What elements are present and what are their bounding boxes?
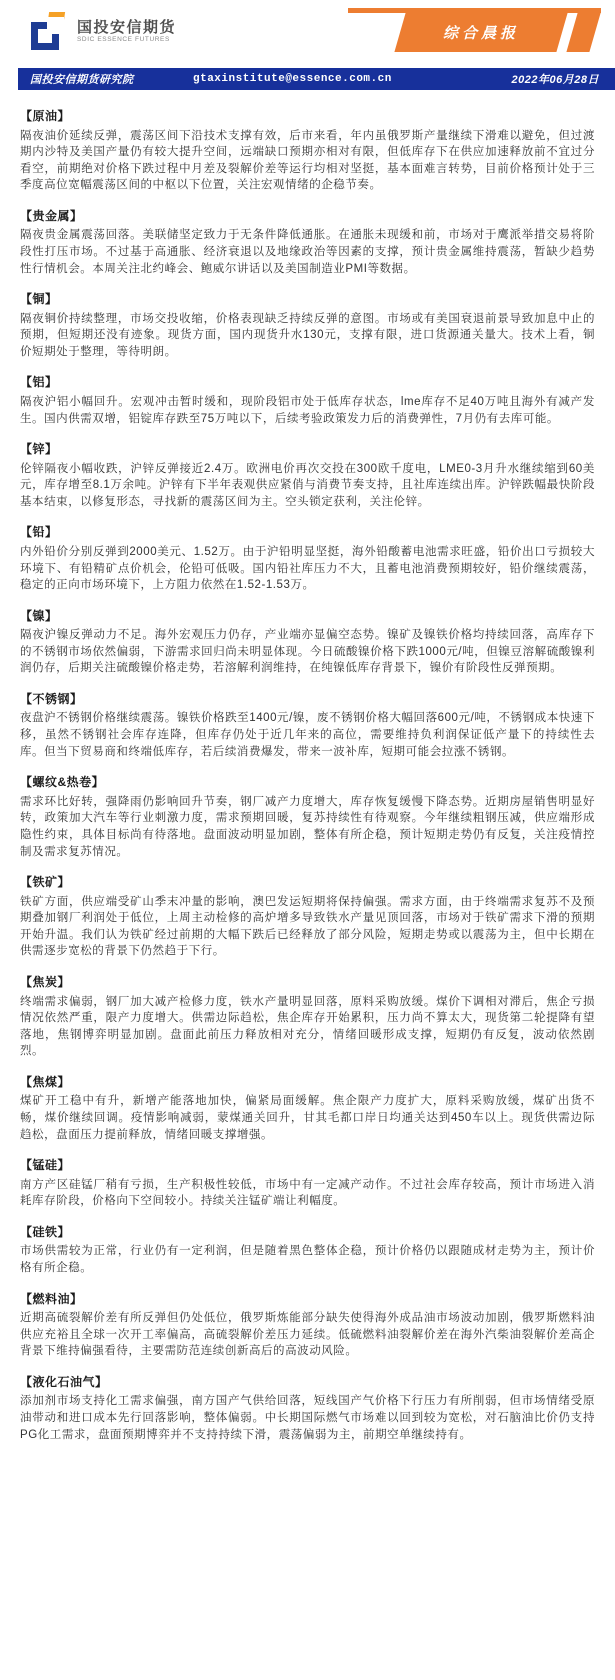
- info-bar: [18, 68, 615, 90]
- section-title: 【铜】: [20, 292, 58, 307]
- commodity-section: [20, 691, 595, 760]
- section-title: 【液化石油气】: [20, 1374, 108, 1389]
- banner-tail-stripe: [566, 13, 600, 52]
- section-body: 煤矿开工稳中有升，新增产能落地加快，偏紧局面缓解。焦企限产力度扩大，原料采购放缓，煤矿出货不畅，煤价继续回调。疫情影响减弱，蒙煤通关回升，甘其毛都口岸日均通关达到450车以上。现货供需边际趋松，盘面压力提前释放，情绪回暖支撑增强。: [20, 1095, 595, 1141]
- report-type-banner: [394, 13, 567, 52]
- commodity-section: [20, 108, 595, 194]
- section-title: 【镍】: [20, 608, 58, 623]
- section-body: 铁矿方面，供应端受矿山季末冲量的影响，澳巴发运短期将保持偏强。需求方面，由于终端需求复苏不及预期叠加钢厂利润处于低位，上周主动检修的高炉增多导致铁水产量见顶回落，市场对于铁矿需求下滑的预期开始升温。我们认为铁矿经过前期的大幅下跌后已经释放了部分风险，短期走势或以震荡为主，但中长期在供需逐步宽松的背景下仍然趋于下行。: [20, 895, 595, 958]
- section-title: 【不锈钢】: [20, 691, 83, 706]
- commodity-section: [20, 974, 595, 1060]
- commodity-section: [20, 374, 595, 427]
- section-title: 【焦炭】: [20, 975, 71, 989]
- section-title: 【燃料油】: [20, 1291, 83, 1306]
- section-body: 伦锌隔夜小幅收跌，沪锌反弹接近2.4万。欧洲电价再次交投在300欧千度电，LME0-3月升水继续缩到60美元，库存增至8.1万余吨。沪锌有下半年表观供应紧俏与消费节奏支持，且社库连续出库。沪锌跌幅最快阶段基本结束，以修复形态，寻找新的震荡区间为主。空头锁定获利，关注伦锌。: [20, 462, 595, 508]
- section-title: 【铅】: [20, 525, 58, 540]
- section-body: 隔夜油价延续反弹，震荡区间下沿技术支撑有效，后市来看，年内虽俄罗斯产量继续下滑难以避免，但过渡期内沙特及美国产量仍有较大提升空间，远端缺口预期亦相对有限，但低库存下在供应加速释放前不宜过分看空，前期绝对价格下跌过程中月差及裂解价差等运行均相对坚挺，基本面难言转势，目前价格预计处于三季度高位宽幅震荡区间的中枢以下位置，关注宏观情绪的企稳节奏。: [20, 129, 595, 192]
- commodity-section: [20, 441, 595, 510]
- commodity-section: [20, 1291, 595, 1360]
- section-body: 内外铅价分别反弹到2000美元、1.52万。由于沪铅明显坚挺，海外铅酸蓄电池需求旺盛，铅价出口亏损较大环境下、有铅精矿点价机会，伦铅可低吸。国内铅社库压力不大，且蓄电池消费预期较好，铅价继续震荡，稳定的正向市场环境下，上方阻力依然在1.52-1.53万。: [20, 545, 595, 592]
- commodity-section: [20, 608, 595, 677]
- brand-name: [77, 20, 176, 45]
- section-body: 近期高硫裂解价差有所反弹但仍处低位，俄罗斯炼能部分缺失使得海外成品油市场波动加剧，俄罗斯燃料油供应充裕且全球一次开工率偏高，高硫裂解价差压力延续。低硫燃料油裂解价差在海外汽柴油裂解价差高企背景下维持偏强看待，主要需防范连续创新高后的高波动风险。: [20, 1312, 595, 1358]
- commodity-section: [20, 774, 595, 860]
- commodity-section: [20, 291, 595, 360]
- commodity-section: [20, 1074, 595, 1143]
- section-body: 终端需求偏弱，钢厂加大减产检修力度，铁水产量明显回落，原料采购放缓。煤价下调相对滞后，焦企亏损情况依然严重，限产力度增大。供需边际趋松，焦企库存开始累积，压力尚不算太大，现货第二轮提降有望落地，焦钢博弈明显加剧。盘面此前压力释放相对充分，情绪回暖形成支撑，短期仍有反复，波动依然剧烈。: [20, 995, 595, 1058]
- institute-email: gtaxinstitute@essence.com.cn: [193, 73, 392, 85]
- commodity-section: [20, 208, 595, 277]
- section-body: 隔夜贵金属震荡回落。美联储坚定致力于无条件降低通胀。在通胀未现缓和前，市场对于鹰派举措交易将阶段性打压市场。不过基于高通胀、经济衰退以及地缘政治等因素的支撑，预计贵金属维持震荡，暂缺少趋势性行情机会。本周关注北约峰会、鲍威尔讲话以及美国制造业PMI等数据。: [20, 229, 595, 275]
- brand-logo-icon: [28, 10, 68, 54]
- section-title: 【焦煤】: [20, 1074, 71, 1089]
- section-title: 【原油】: [20, 109, 71, 123]
- report-body: [0, 92, 615, 1443]
- report-type-label: 综合晨报: [442, 25, 519, 42]
- section-title: 【贵金属】: [20, 208, 83, 223]
- section-title: 【铝】: [20, 375, 58, 390]
- commodity-section: [20, 1157, 595, 1210]
- section-body: 隔夜沪铝小幅回升。宏观冲击暂时缓和，现阶段铝市处于低库存状态，lme库存不足40万吨且海外有减产发生。国内供需双增，铝锭库存跌至75万吨以下，后续考验政策发力后的消费弹性，7月仍有去库可能。: [20, 395, 595, 425]
- section-title: 【螺纹&热卷】: [20, 775, 105, 790]
- section-body: 隔夜沪镍反弹动力不足。海外宏观压力仍存，产业端亦显偏空态势。镍矿及镍铁价格均持续回落，高库存下的不锈钢市场依然偏弱，下游需求回归尚未明显体现。今日硫酸镍价格下跌1000元/吨，但镍豆溶解硫酸镍利润仍存，后期关注硫酸镍价格走势，若溶解利润维持，在纯镍低库存背景下，镍价有阶段性反弹预期。: [20, 629, 595, 675]
- report-header: [0, 0, 615, 64]
- section-body: 市场供需较为正常，行业仍有一定利润，但是随着黑色整体企稳，预计价格仍以跟随成材走势为主，预计价格有所企稳。: [20, 1245, 595, 1274]
- report-date: 2022年06月28日: [511, 74, 599, 86]
- brand-logo: [28, 10, 176, 54]
- section-title: 【锰硅】: [20, 1158, 71, 1173]
- commodity-section: [20, 524, 595, 593]
- section-title: 【铁矿】: [20, 875, 71, 890]
- commodity-section: [20, 1374, 595, 1443]
- section-body: 需求环比好转，强降雨仍影响回升节奏，钢厂减产力度增大，库存恢复缓慢下降态势。近期房屋销售明显好转，政策加大汽车等行业刺激力度，需求预期回暖，复苏持续性有待观察。今年继续粗钢压减，供应端形成隐性约束，具体目标尚有待落地。盘面波动明显加剧，整体有所企稳，预计短期走势仍有反复，关注疫情控制及需求复苏情况。: [20, 795, 595, 858]
- institute-name: 国投安信期货研究院: [30, 74, 134, 86]
- section-body: 隔夜铜价持续整理，市场交投收缩，价格表现缺乏持续反弹的意图。市场或有美国衰退前景导致加息中止的预期，但短期还没有迹象。现货方面，国内现货升水130元，支撑有限，进口货源通关量大。技术上看，铜价短期处于整理，等待明朗。: [20, 312, 595, 358]
- brand-name-cn: 国投安信期货: [77, 18, 177, 36]
- section-body: 夜盘沪不锈钢价格继续震荡。镍铁价格跌至1400元/镍，废不锈钢价格大幅回落600元/吨，不锈钢成本快速下移，虽然不锈钢社会库存连降，但库存仍处于近几年来的高位，需要维持负利润保证低产量下的持续性去库。但当下贸易商和终端低库存，若后续消费爆发，带来一波补库，短期可能会拉涨不锈钢。: [20, 712, 595, 758]
- commodity-section: [20, 874, 595, 960]
- section-body: 南方产区硅锰厂稍有亏损，生产积极性较低，市场中有一定减产动作。不过社会库存较高，预计市场进入消耗库存阶段，价格向下空间较小。持续关注锰矿端让利幅度。: [20, 1178, 595, 1208]
- logo-notch: [47, 17, 64, 34]
- section-body: 添加剂市场支持化工需求偏强，南方国产气供给回落，短线国产气价格下行压力有所削弱，但市场情绪受原油带动和进口成本先行回落影响，整体偏弱。中长期国际燃气市场难以回到较为宽松，对石脑油比价仍支持PG化工需求，盘面预期博弈并不支持持续下滑，震荡偏弱为主，前期空单继续持有。: [20, 1395, 595, 1441]
- section-title: 【锌】: [20, 442, 58, 457]
- commodity-section: [20, 1224, 595, 1277]
- brand-name-en: SDIC ESSENCE FUTURES: [77, 36, 170, 44]
- section-title: 【硅铁】: [20, 1224, 71, 1239]
